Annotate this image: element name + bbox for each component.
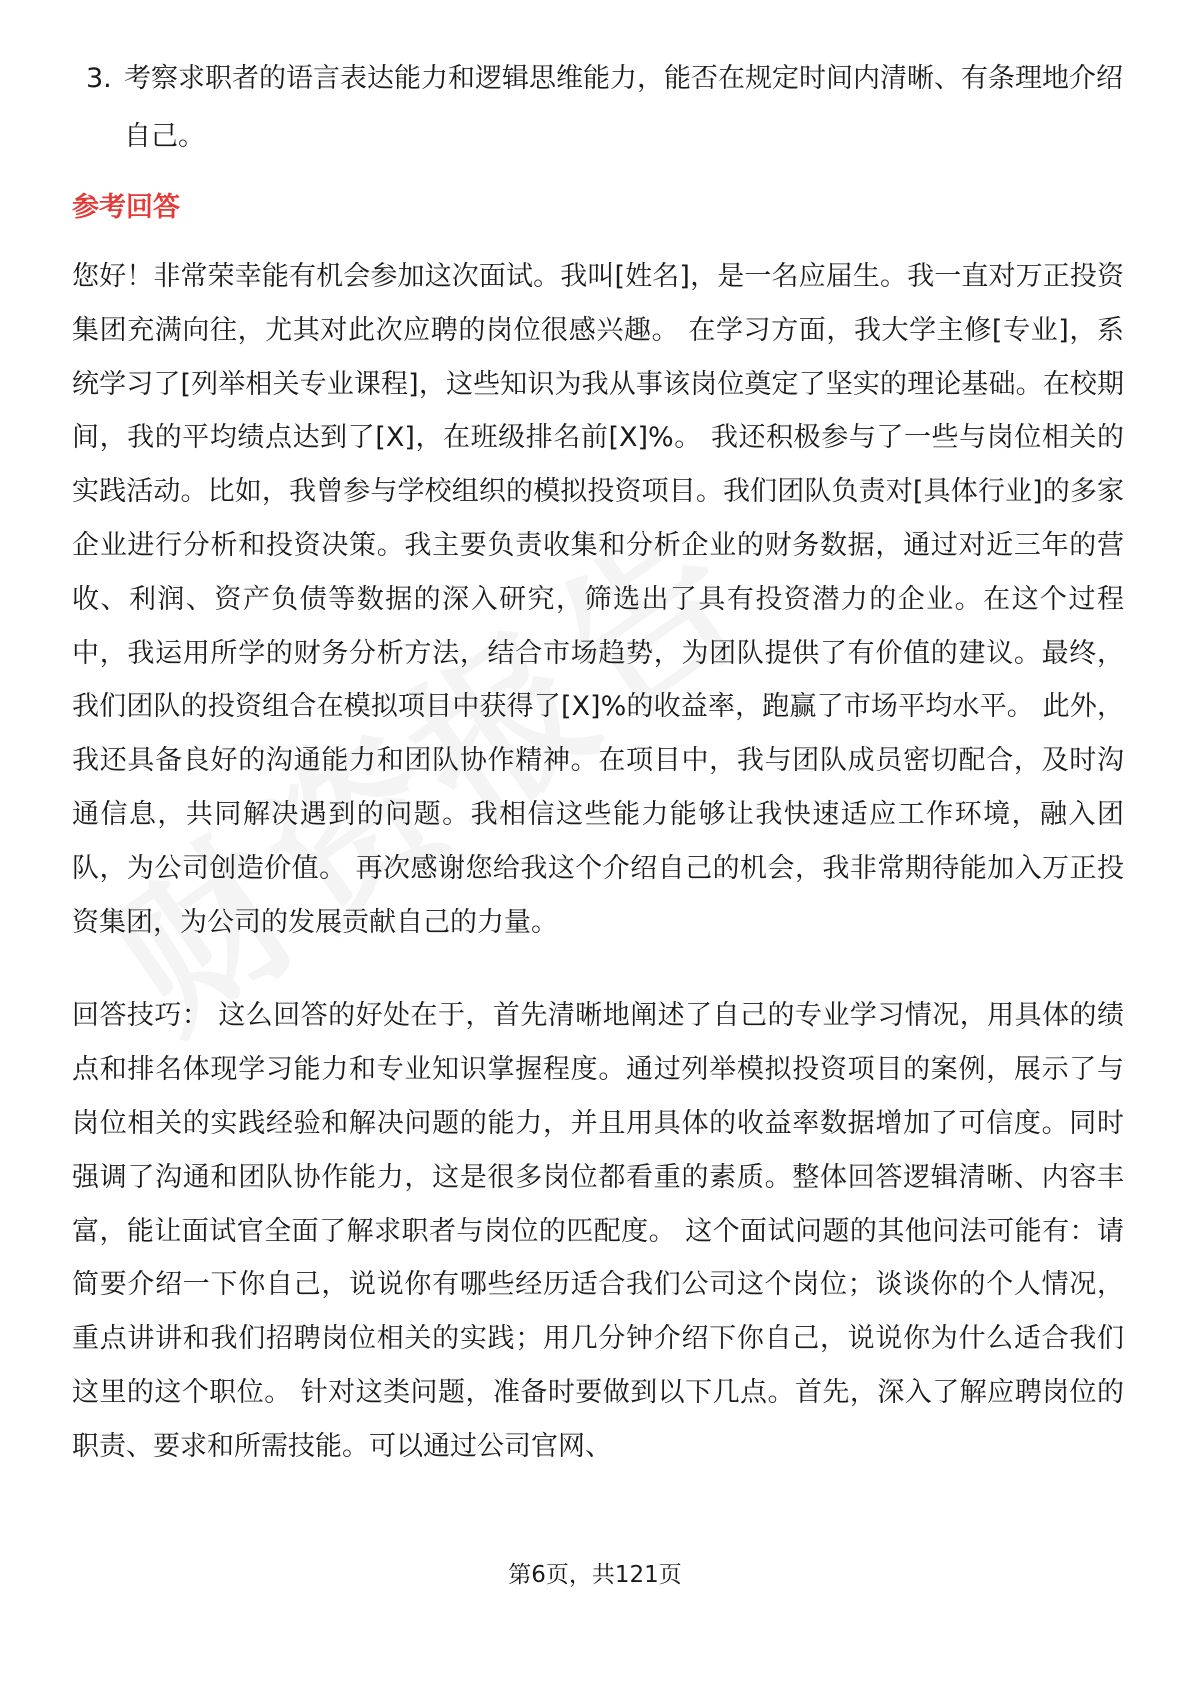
list-number: 3. bbox=[86, 63, 112, 94]
list-text: 考察求职者的语言表达能力和逻辑思维能力，能否在规定时间内清晰、有条理地介绍自己。 bbox=[124, 63, 1123, 152]
answer-tips-paragraph: 回答技巧： 这么回答的好处在于，首先清晰地阐述了自己的专业学习情况，用具体的绩点和排名体现学习能力和专业知识掌握程度。通过列举模拟投资项目的案例，展示了与岗位相关的实践经验和解决问题的能力，并且用具体的收益率数据增加了可信度。同时强调了沟通和团队协作能力，这是很多岗位都看重的素质。整体回答逻辑清晰、内容丰富，能让面试官全面了解求职者与岗位的匹配度。 这个面试问题的其他问法可能有：请简要介绍一下你自己，说说你有哪些经历适合我们公司这个岗位；谈谈你的个人情况，重点讲讲和我们招聘岗位相关的实践；用几分钟介绍下你自己，说说你为什么适合我们这里的这个职位。 针对这类问题，准备时要做到以下几点。首先，深入了解应聘岗位的职责、要求和所需技能。可以通过公司官网、 bbox=[72, 1000, 1124, 1462]
page-footer: 第6页，共121页 bbox=[508, 1562, 682, 1588]
reference-answer-heading: 参考回答 bbox=[72, 192, 180, 223]
reference-answer-paragraph: 您好！非常荣幸能有机会参加这次面试。我叫[姓名]，是一名应届生。我一直对万正投资集团充满向往，尤其对此次应聘的岗位很感兴趣。 在学习方面，我大学主修[专业]，系统学习了[列举相关专业课程]，这些知识为我从事该岗位奠定了坚实的理论基础。在校期间，我的平均绩点达到了[X]，在班级排名前[X]%。 我还积极参与了一些与岗位相关的实践活动。比如，我曾参与学校组织的模拟投资项目。我们团队负责对[具体行业]的多家企业进行分析和投资决策。我主要负责收集和分析企业的财务数据，通过对近三年的营收、利润、资产负债等数据的深入研究，筛选出了具有投资潜力的企业。在这个过程中，我运用所学的财务分析方法，结合市场趋势，为团队提供了有价值的建议。最终，我们团队的投资组合在模拟项目中获得了[X]%的收益率，跑赢了市场平均水平。 此外，我还具备良好的沟通能力和团队协作精神。在项目中，我与团队成员密切配合，及时沟通信息，共同解决遇到的问题。我相信这些能力能够让我快速适应工作环境，融入团队，为公司创造价值。 再次感谢您给我这个介绍自己的机会，我非常期待能加入万正投资集团，为公司的发展贡献自己的力量。 bbox=[72, 261, 1124, 938]
page-content bbox=[72, 50, 1124, 1474]
list-item bbox=[72, 50, 1124, 166]
